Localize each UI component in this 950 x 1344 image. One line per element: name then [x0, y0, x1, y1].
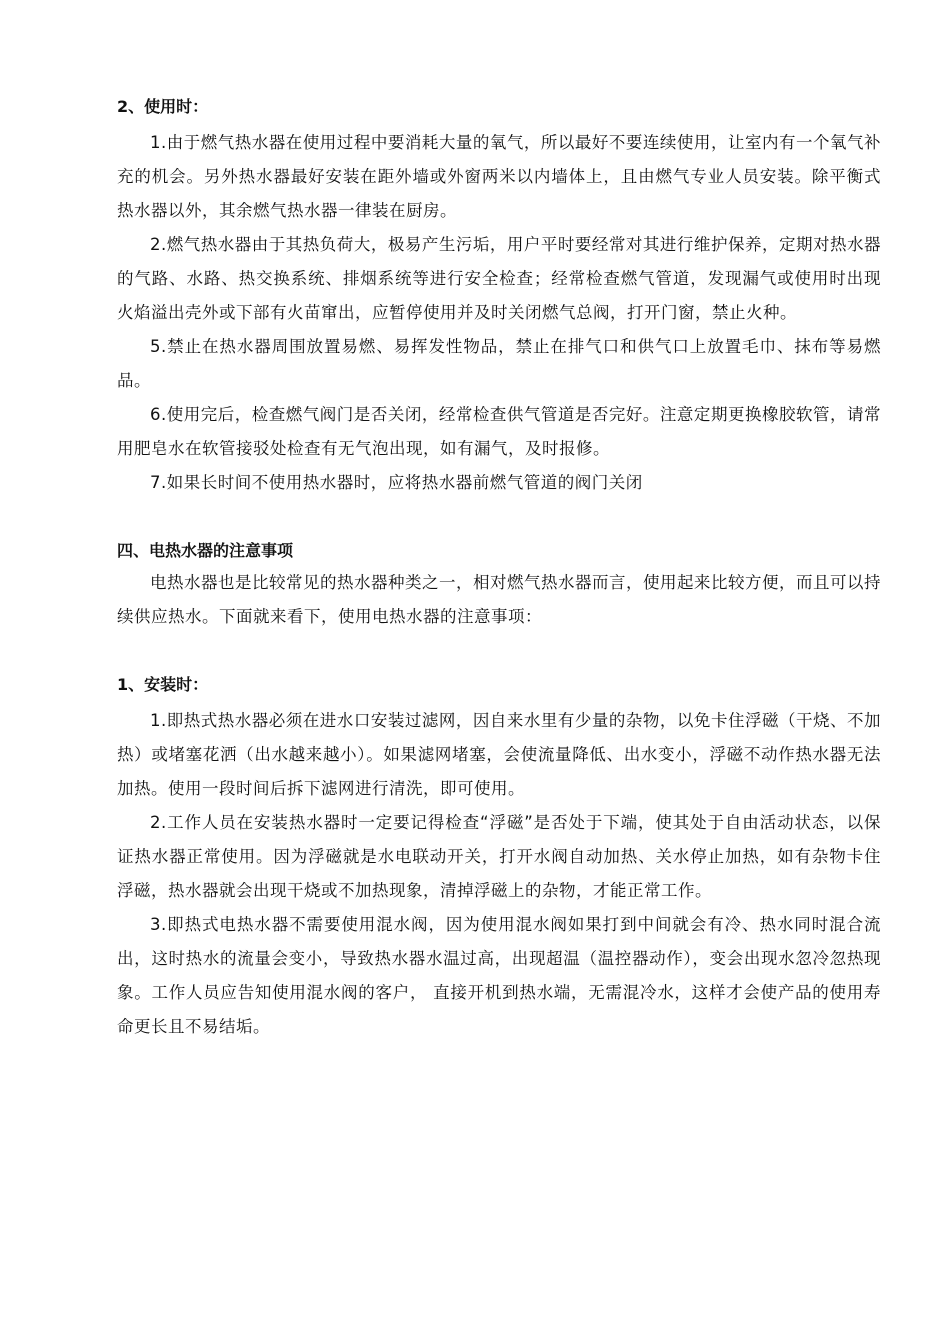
paragraph-use-2: 2.燃气热水器由于其热负荷大，极易产生污垢，用户平时要经常对其进行维护保养，定期对热水器的气路、水路、热交换系统、排烟系统等进行安全检查；经常检查燃气管道，发现漏气或使用时出现火焰溢出壳外或下部有火苗窜出，应暂停使用并及时关闭燃气总阀，打开门窗，禁止火种。 [117, 235, 881, 322]
section-heading-use: 2、使用时： [117, 97, 209, 116]
section-heading-install: 1、安装时： [117, 675, 209, 694]
paragraph-install-3: 3.即热式电热水器不需要使用混水阀，因为使用混水阀如果打到中间就会有冷、热水同时混合流出，这时热水的流量会变小，导致热水器水温过高，出现超温（温控器动作），变会出现水忽冷忽热现象。工作人员应告知使用混水阀的客户， 直接开机到热水端，无需混冷水，这样才会使产品的使用寿命更长且不易结垢。 [117, 915, 881, 1036]
document-page [117, 92, 881, 1044]
paragraph-install-2: 2.工作人员在安装热水器时一定要记得检查“浮磁”是否处于下端，使其处于自由活动状态，以保证热水器正常使用。因为浮磁就是水电联动开关，打开水阀自动加热、关水停止加热，如有杂物卡住浮磁，热水器就会出现干烧或不加热现象，清掉浮磁上的杂物，才能正常工作。 [117, 813, 881, 900]
paragraph-use-6: 6.使用完后，检查燃气阀门是否关闭，经常检查供气管道是否完好。注意定期更换橡胶软管，请常用肥皂水在软管接驳处检查有无气泡出现，如有漏气，及时报修。 [117, 405, 881, 458]
paragraph-use-5: 5.禁止在热水器周围放置易燃、易挥发性物品，禁止在排气口和供气口上放置毛巾、抹布等易燃品。 [117, 337, 881, 390]
paragraph-use-7: 7.如果长时间不使用热水器时，应将热水器前燃气管道的阀门关闭 [150, 473, 643, 492]
paragraph-use-1: 1.由于燃气热水器在使用过程中要消耗大量的氧气，所以最好不要连续使用，让室内有一个氧气补充的机会。另外热水器最好安装在距外墙或外窗两米以内墙体上，且由燃气专业人员安装。除平衡式热水器以外，其余燃气热水器一律装在厨房。 [117, 133, 881, 220]
section-heading-electric: 四、电热水器的注意事项 [117, 541, 294, 560]
paragraph-electric-intro: 电热水器也是比较常见的热水器种类之一，相对燃气热水器而言，使用起来比较方便，而且可以持续供应热水。下面就来看下，使用电热水器的注意事项： [117, 573, 881, 626]
paragraph-install-1: 1.即热式热水器必须在进水口安装过滤网，因自来水里有少量的杂物，以免卡住浮磁（干烧、不加热）或堵塞花洒（出水越来越小）。如果滤网堵塞，会使流量降低、出水变小，浮磁不动作热水器无法加热。使用一段时间后拆下滤网进行清洗，即可使用。 [117, 711, 881, 798]
